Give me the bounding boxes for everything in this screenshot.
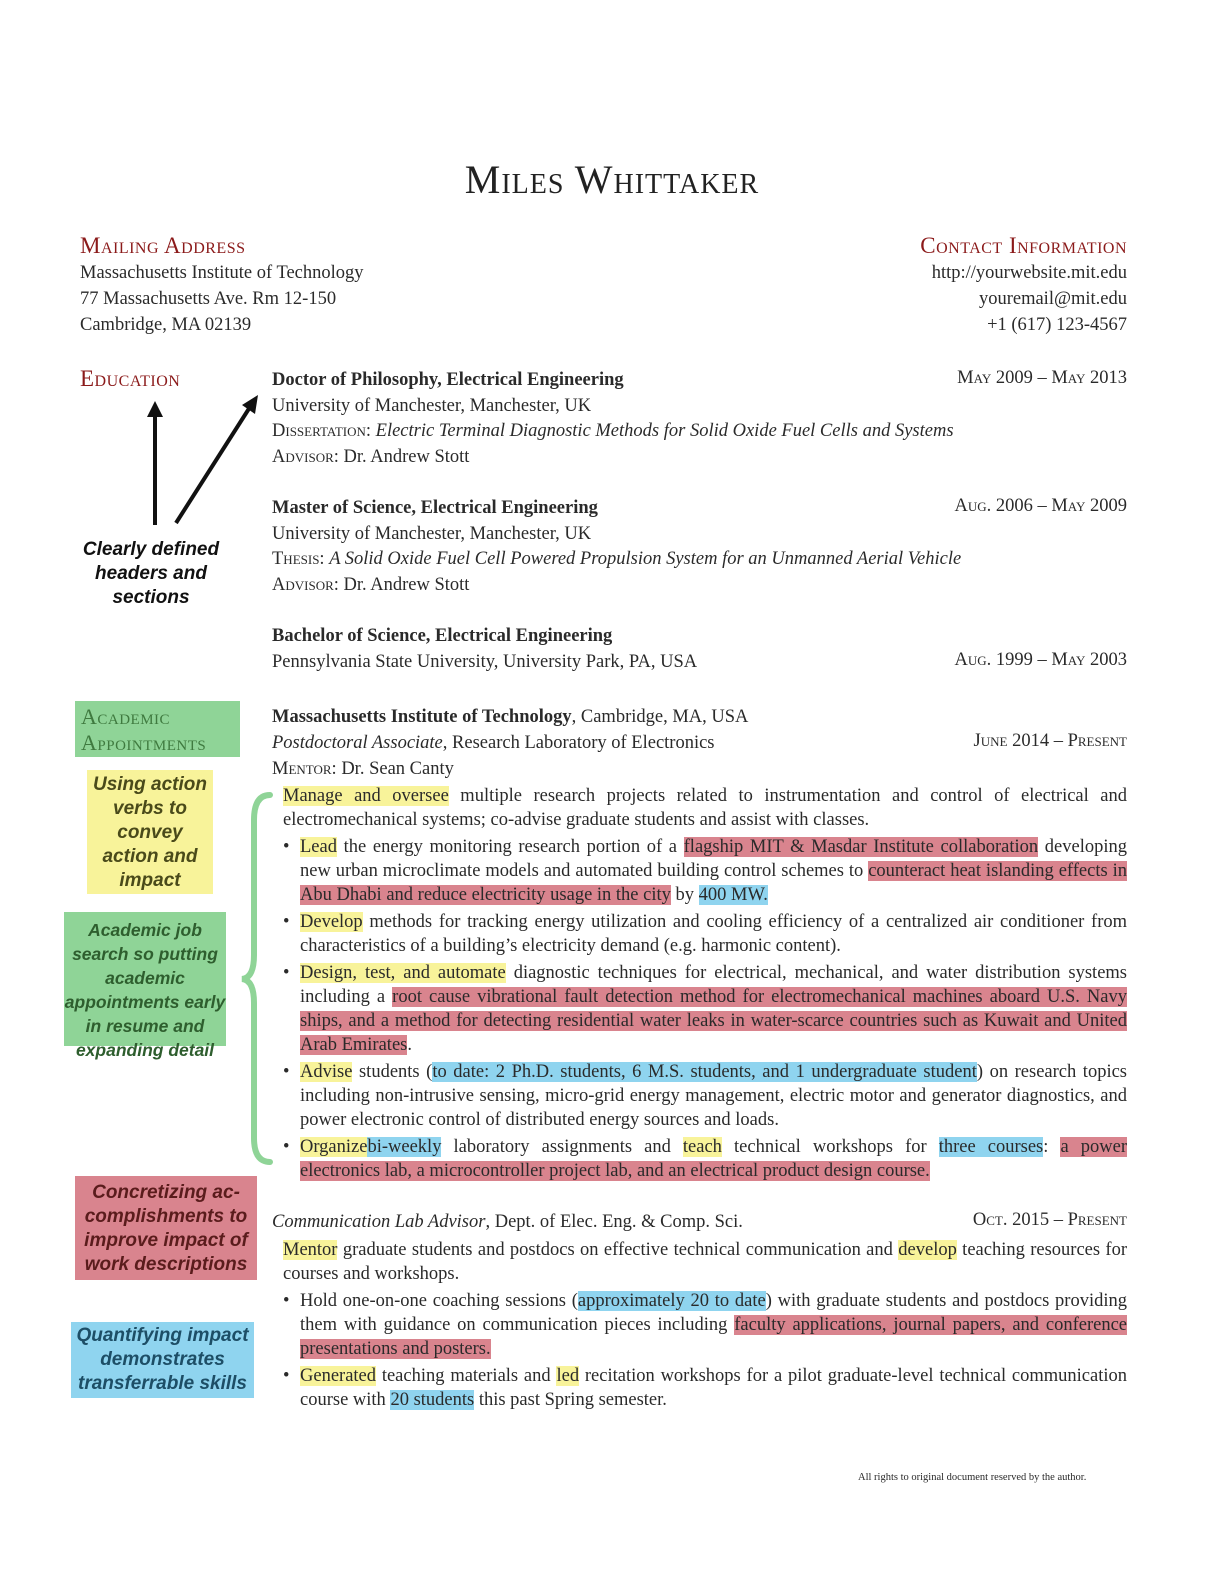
- arrow-diagonal-icon: [176, 407, 250, 523]
- postdoc-intro: Manage and oversee multiple research projects related to instrumentation and control of electrical and electromechanical systems; co-advise graduate students and assist with classes.: [283, 786, 1127, 830]
- phd-degree: Doctor of Philosophy, Electrical Engineering: [272, 370, 624, 390]
- annotation-quantify: Quantifying impact demonstrates transferrable skills: [71, 1322, 254, 1398]
- comm-role: Communication Lab Advisor, Dept. of Elec. Eng. & Comp. Sci.: [272, 1212, 743, 1232]
- appointments-heading-box: [75, 701, 240, 757]
- bs-dates: Aug. 1999 – May 2003: [954, 650, 1127, 670]
- ms-advisor: Advisor: Dr. Andrew Stott: [272, 575, 470, 595]
- postdoc-bullet-1: • Lead the energy monitoring research portion of a flagship MIT & Masdar Institute collaboration developing new urban microclimate models and automated building control schemes to counteract heat islanding effects in Abu Dhabi and reduce electricity usage in the city by 400 MW.: [283, 837, 1128, 905]
- education-heading: Education: [80, 366, 181, 391]
- mailing-line-3: Cambridge, MA 02139: [80, 315, 252, 335]
- annotation-concrete: Concretizing ac-complishments to improve impact of work descriptions: [75, 1176, 257, 1280]
- contact-email: youremail@mit.edu: [978, 289, 1127, 309]
- postdoc-bullet-2: • Develop methods for tracking energy utilization and cooling efficiency of a centralized air conditioner from characteristics of a building’s electricity demand (e.g. harmonic content).: [283, 912, 1127, 956]
- brace-icon: [238, 790, 274, 1168]
- postdoc-mentor: Mentor: Dr. Sean Canty: [272, 759, 454, 779]
- mailing-line-1: Massachusetts Institute of Technology: [80, 263, 364, 283]
- postdoc-bullet-4: • Advise students (to date: 2 Ph.D. students, 6 M.S. students, and 1 undergraduate student) on research topics including non-intrusive sensing, micro-grid energy management, electric motor and generator diagnostics, and power electronic control of distributed energy sources and loads.: [283, 1062, 1127, 1130]
- resume-name: Miles Whittaker: [464, 157, 760, 202]
- appointments-heading-line1: Academic: [81, 704, 171, 729]
- ms-dates: Aug. 2006 – May 2009: [954, 496, 1127, 516]
- ms-school: University of Manchester, Manchester, UK: [272, 524, 592, 544]
- arrow-diagonal-head-icon: [242, 395, 258, 414]
- mailing-line-2: 77 Massachusetts Ave. Rm 12-150: [80, 289, 337, 309]
- appointments-heading-line2: Appointments: [81, 730, 207, 755]
- comm-dates: Oct. 2015 – Present: [972, 1210, 1127, 1230]
- contact-website: http://yourwebsite.mit.edu: [931, 263, 1127, 283]
- postdoc-org: Massachusetts Institute of Technology, Cambridge, MA, USA: [272, 707, 749, 727]
- arrows-graphic: [130, 395, 270, 530]
- bs-degree: Bachelor of Science, Electrical Engineering: [272, 626, 613, 646]
- ms-thesis: Thesis: A Solid Oxide Fuel Cell Powered Propulsion System for an Unmanned Aerial Vehicle: [272, 549, 962, 569]
- postdoc-dates: June 2014 – Present: [973, 731, 1127, 751]
- phd-advisor: Advisor: Dr. Andrew Stott: [272, 447, 470, 467]
- annotation-headers: Clearly defined headers and sections: [82, 539, 220, 608]
- comm-intro: Mentor graduate students and postdocs on effective technical communication and develop teaching resources for courses and workshops.: [283, 1240, 1127, 1284]
- contact-heading: Contact Information: [920, 233, 1127, 258]
- comm-bullet-1: • Hold one-on-one coaching sessions (approximately 20 to date) with graduate students and postdocs providing them with guidance on communication pieces including faculty applications, journal papers, and conference presentations and posters.: [283, 1291, 1127, 1359]
- annotation-action-verbs: Using action verbs to convey action and impact: [87, 770, 213, 894]
- phd-dissertation: Dissertation: Electric Terminal Diagnostic Methods for Solid Oxide Fuel Cells and Systems: [272, 421, 954, 441]
- footer-rights: All rights to original document reserved by the author.: [858, 1472, 1087, 1483]
- annotation-academic: Academic job search so putting academic appointments early in resume and expanding detail: [64, 912, 226, 1046]
- contact-phone: +1 (617) 123-4567: [987, 315, 1127, 335]
- postdoc-bullet-5: • Organizebi-weekly laboratory assignments and teach technical workshops for three courses: a power electronics lab, a microcontroller project lab, and an electrical product design course.: [283, 1137, 1127, 1181]
- ms-degree: Master of Science, Electrical Engineering: [272, 498, 598, 518]
- mailing-address-heading: Mailing Address: [80, 233, 246, 258]
- postdoc-bullet-3: • Design, test, and automate diagnostic techniques for electrical, mechanical, and water distribution systems including a root cause vibrational fault detection method for electromechanical machines aboard U.S. Navy ships, and a method for detecting residential water leaks in water-scarce countries such as Kuwait and United Arab Emirates.: [283, 963, 1127, 1055]
- postdoc-role: Postdoctoral Associate, Research Laboratory of Electronics: [272, 733, 715, 753]
- comm-bullet-2: • Generated teaching materials and led recitation workshops for a pilot graduate-level technical communication course with 20 students this past Spring semester.: [283, 1366, 1127, 1410]
- phd-school: University of Manchester, Manchester, UK: [272, 396, 592, 416]
- phd-dates: May 2009 – May 2013: [957, 368, 1127, 388]
- arrow-up-head-icon: [147, 401, 163, 417]
- bs-school: Pennsylvania State University, University Park, PA, USA: [272, 652, 698, 672]
